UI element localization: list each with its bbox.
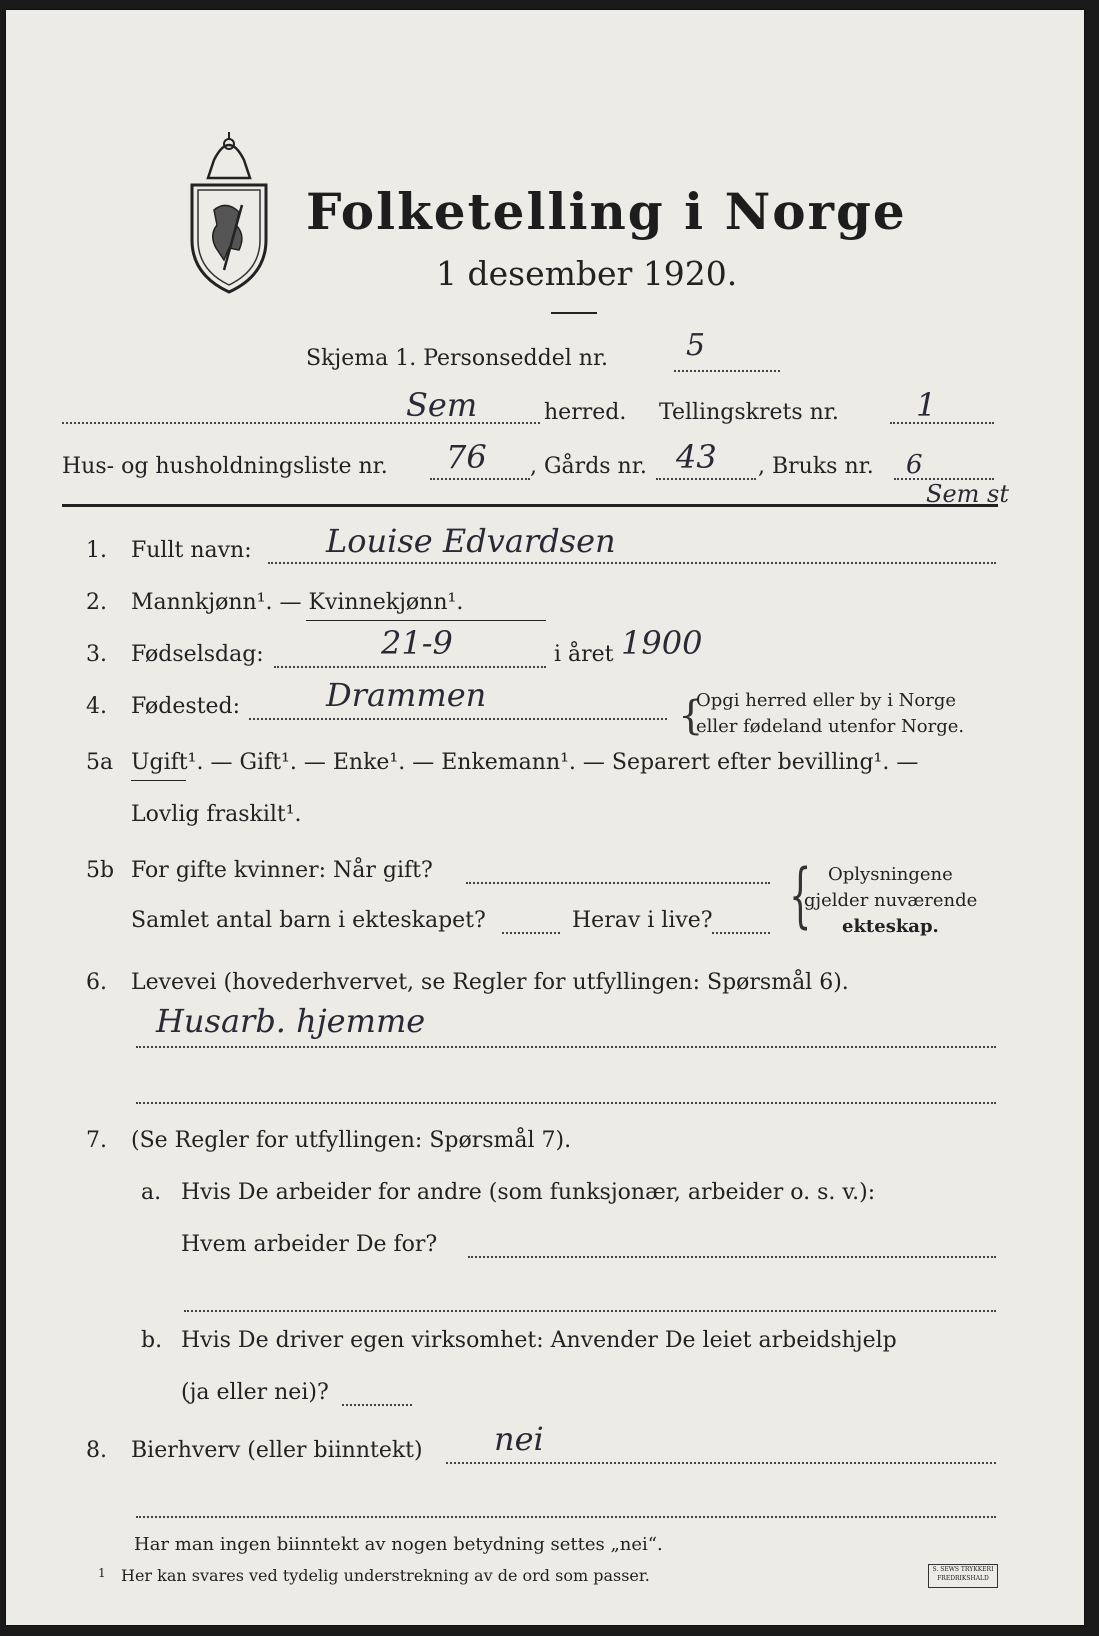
year-label: i året (554, 642, 614, 667)
form-title: Folketelling i Norge (306, 182, 907, 241)
gards-value: 43 (676, 438, 717, 476)
q6-line-1 (136, 1046, 996, 1048)
footnote-text: Her kan svares ved tydelig understrekning av de ord som passer. (121, 1566, 650, 1585)
q6-number: 6. (86, 970, 107, 995)
q7b-label-2: (ja eller nei)? (181, 1380, 329, 1405)
occupation-value: Husarb. hjemme (156, 1002, 426, 1040)
q1-number: 1. (86, 538, 107, 563)
gards-label: , Gårds nr. (530, 454, 647, 479)
q5b-label: For gifte kvinner: Når gift? (131, 858, 433, 883)
q7a-line-2 (184, 1310, 996, 1312)
norway-coat-of-arms-icon (184, 130, 274, 295)
q3-line (274, 666, 546, 668)
kvinnekjonn-underline (306, 620, 546, 621)
q8-line-2 (136, 1516, 996, 1518)
herred-label: herred. (544, 400, 627, 425)
q5b-note-1: Oplysningene (828, 864, 953, 885)
q4-note-1: Opgi herred eller by i Norge (696, 690, 957, 711)
q5b-line-1 (466, 882, 770, 884)
census-form-page (6, 10, 1084, 1625)
q8-number: 8. (86, 1438, 107, 1463)
q4-line (249, 718, 667, 720)
q6-line-2 (136, 1102, 996, 1104)
q7b-number: b. (141, 1328, 163, 1353)
q1-line (268, 562, 996, 564)
personseddel-number: 5 (686, 328, 706, 363)
q5a-label: Ugift¹. — Gift¹. — Enke¹. — Enkemann¹. — Separert efter bevilling¹. — (131, 750, 919, 775)
q5b-brace: { (789, 854, 812, 936)
q4-note-2: eller fødeland utenfor Norge. (696, 716, 965, 737)
bruks-label: , Bruks nr. (758, 454, 874, 479)
birthplace-value: Drammen (326, 676, 487, 714)
title-divider (551, 312, 597, 314)
q4-number: 4. (86, 694, 107, 719)
printer-stamp: S. SEWS TRYKKERI FREDRIKSHALD (928, 1564, 998, 1588)
q8-label: Bierhverv (eller biinntekt) (131, 1438, 423, 1463)
q1-label: Fullt navn: (131, 538, 252, 563)
header-separator (62, 504, 998, 507)
full-name-value: Louise Edvardsen (326, 522, 616, 560)
herred-value: Sem (406, 386, 478, 424)
q7a-label: Hvis De arbeider for andre (som funksjonær, arbeider o. s. v.): (181, 1180, 876, 1205)
q6-label: Levevei (hovederhvervet, se Regler for utfyllingen: Spørsmål 6). (131, 970, 849, 995)
personseddel-line (674, 370, 780, 372)
birth-year-value: 1900 (621, 624, 703, 662)
tellingskrets-value: 1 (916, 386, 937, 424)
q4-label: Fødested: (131, 694, 241, 719)
margin-note: Sem st (926, 480, 1009, 508)
footer-note: Har man ingen biinntekt av nogen betydning settes „nei“. (134, 1534, 663, 1555)
q7a-line-1 (468, 1256, 996, 1258)
q5b-note-3: ekteskap. (842, 916, 939, 937)
ugift-underline (131, 780, 186, 781)
q8-line-1 (446, 1462, 996, 1464)
q7a-label-2: Hvem arbeider De for? (181, 1232, 438, 1257)
hus-line (430, 478, 530, 480)
q7a-number: a. (141, 1180, 162, 1205)
q5b-number: 5b (86, 858, 115, 883)
q7-number: 7. (86, 1128, 107, 1153)
tellingskrets-line (890, 422, 994, 424)
schema-label: Skjema 1. Personseddel nr. (306, 346, 609, 371)
q7b-label: Hvis De driver egen virksomhet: Anvender De leiet arbeidshjelp (181, 1328, 897, 1353)
q5b-note-2: gjelder nuværende (804, 890, 978, 911)
q5a-label-2: Lovlig fraskilt¹. (131, 802, 302, 827)
hus-value: 76 (446, 438, 487, 476)
census-date: 1 desember 1920. (436, 254, 738, 293)
q5a-number: 5a (86, 750, 114, 775)
q7b-line (342, 1404, 412, 1406)
birthday-value: 21-9 (381, 624, 453, 662)
q2-label: Mannkjønn¹. — Kvinnekjønn¹. (131, 590, 464, 615)
tellingskrets-label: Tellingskrets nr. (659, 400, 839, 425)
q3-label: Fødselsdag: (131, 642, 264, 667)
q7-label: (Se Regler for utfyllingen: Spørsmål 7). (131, 1128, 572, 1153)
footnote-mark: 1 (98, 1566, 106, 1580)
q3-number: 3. (86, 642, 107, 667)
bruks-value: 6 (906, 450, 923, 480)
gards-line (656, 478, 756, 480)
q5b-label-2: Samlet antal barn i ekteskapet? (131, 908, 486, 933)
q5b-line-2 (502, 932, 560, 934)
hus-label: Hus- og husholdningsliste nr. (62, 454, 388, 479)
q5b-label-3: Herav i live? (572, 908, 713, 933)
q4-brace: { (678, 693, 704, 739)
q2-number: 2. (86, 590, 107, 615)
side-income-value: nei (494, 1420, 544, 1458)
q5b-line-3 (712, 932, 770, 934)
